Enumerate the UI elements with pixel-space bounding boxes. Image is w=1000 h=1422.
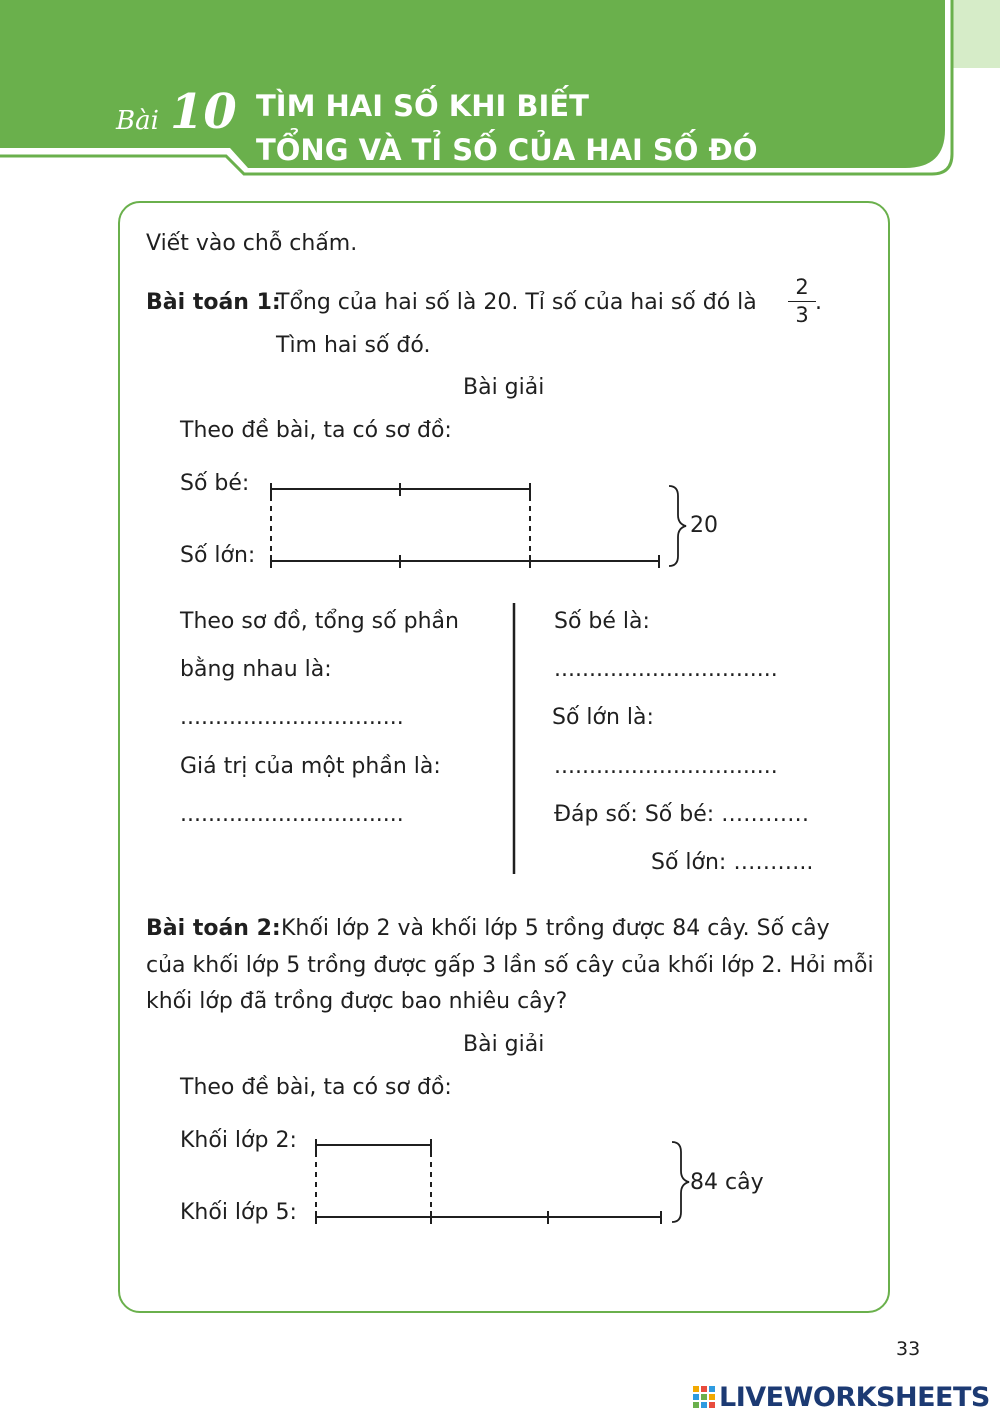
left-col-blank1[interactable]: ................................ xyxy=(180,705,404,730)
lesson-label: Bài xyxy=(116,106,159,136)
problem1-diagram-intro: Theo đề bài, ta có sơ đồ: xyxy=(180,418,452,443)
problem2-line2: của khối lớp 5 trồng được gấp 3 lần số cây của khối lớp 2. Hỏi mỗi xyxy=(146,953,874,978)
left-col-line2: bằng nhau là: xyxy=(180,657,332,682)
right-col-blank1[interactable]: ................................ xyxy=(554,657,778,682)
problem2-diagram-intro: Theo đề bài, ta có sơ đồ: xyxy=(180,1075,452,1100)
instruction: Viết vào chỗ chấm. xyxy=(146,231,358,256)
page-number: 33 xyxy=(896,1338,921,1360)
fraction-numerator: 2 xyxy=(788,277,816,302)
answer-small[interactable]: Đáp số: Số bé: ………… xyxy=(554,802,810,827)
brand-name: LIVEWORKSHEETS xyxy=(719,1381,990,1413)
fraction-denominator: 3 xyxy=(795,303,809,327)
problem1-text: Tổng của hai số là 20. Tỉ số của hai số đó là xyxy=(276,290,757,315)
lesson-title-line2: TỔNG VÀ TỈ SỐ CỦA HAI SỐ ĐÓ xyxy=(256,133,758,167)
right-col-large-is: Số lớn là: xyxy=(552,705,654,730)
diagram2-total: 84 cây xyxy=(690,1170,764,1195)
diagram1-small-label: Số bé: xyxy=(180,471,250,496)
problem1-text2: Tìm hai số đó. xyxy=(276,333,431,358)
lesson-number: 10 xyxy=(170,84,237,140)
diagram2-grade5-label: Khối lớp 5: xyxy=(180,1200,297,1225)
problem2-label: Bài toán 2: xyxy=(146,916,281,941)
answer-large[interactable]: Số lớn: ……….. xyxy=(651,850,814,875)
diagram1-total: 20 xyxy=(690,513,718,538)
brand-footer[interactable] xyxy=(693,1380,990,1414)
liveworksheets-logo-icon xyxy=(693,1386,715,1408)
header-corner-tab xyxy=(952,0,1000,68)
lesson-title-line1: TÌM HAI SỐ KHI BIẾT xyxy=(256,89,589,123)
left-col-line3: Giá trị của một phần là: xyxy=(180,754,441,779)
left-col-blank2[interactable]: ................................ xyxy=(180,802,404,827)
problem2-solution-heading: Bài giải xyxy=(463,1032,545,1057)
left-col-line1: Theo sơ đồ, tổng số phần xyxy=(180,609,459,634)
diagram1-large-label: Số lớn: xyxy=(180,543,256,568)
problem2-line1: Khối lớp 2 và khối lớp 5 trồng được 84 cây. Số cây xyxy=(281,916,830,941)
problem1-label: Bài toán 1: xyxy=(146,290,281,315)
right-col-blank2[interactable]: ................................ xyxy=(554,754,778,779)
problem1-fraction xyxy=(788,277,816,326)
problem2-line3: khối lớp đã trồng được bao nhiêu cây? xyxy=(146,989,568,1014)
diagram2-grade2-label: Khối lớp 2: xyxy=(180,1128,297,1153)
right-col-small-is: Số bé là: xyxy=(554,609,650,634)
problem1-period: . xyxy=(815,290,822,315)
problem1-solution-heading: Bài giải xyxy=(463,375,545,400)
